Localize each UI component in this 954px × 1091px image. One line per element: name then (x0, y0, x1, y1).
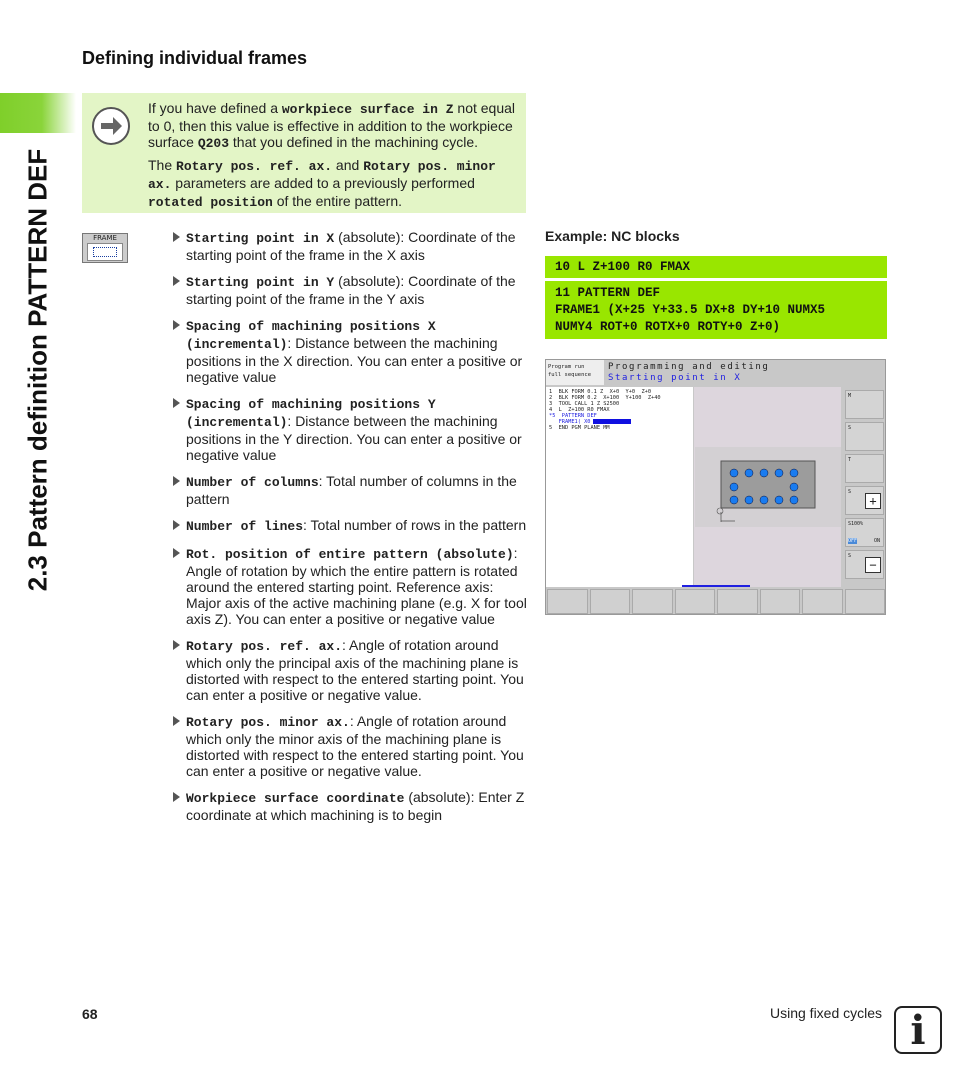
pattern-graphic (694, 387, 841, 587)
section-color-bar (0, 93, 76, 133)
pattern-hole (745, 496, 753, 504)
example-title: Example: NC blocks (545, 228, 680, 244)
nc-line: NUMY4 ROT+0 ROTX+0 ROTY+0 Z+0) (555, 320, 781, 334)
parameter-name: Starting point in X (186, 231, 335, 246)
program-line: 5 END PGM PLANE MM (549, 425, 610, 431)
parameter-name: Spacing of machining positions Y (incremental) (186, 397, 436, 430)
text: parameters are added to a previously performed (171, 175, 475, 191)
text: of the entire pattern. (272, 193, 403, 209)
frame-softkey-icon (82, 233, 128, 263)
bullet-triangle-icon (173, 476, 180, 486)
screen-title (608, 362, 769, 384)
bullet-triangle-icon (173, 548, 180, 558)
text: : Distance between the machining positions in the Y direction. You can enter a positive or negative value (186, 413, 522, 463)
arrow-right-icon (92, 107, 130, 145)
parameter-name: Spacing of machining positions X (incremental) (186, 319, 436, 352)
parameter-name: workpiece surface in Z (281, 102, 454, 117)
pattern-hole (775, 496, 783, 504)
softkey[interactable] (845, 589, 886, 614)
program-line: 1 BLK FORM 0.1 Z X+0 Y+0 Z+0 (549, 389, 652, 395)
tnc-screen (545, 359, 886, 615)
parameter-item (172, 789, 532, 823)
text: not equal to 0, then this value is effective in addition to the workpiece surface (148, 100, 516, 150)
pattern-hole (790, 496, 798, 504)
text: If you have defined a (148, 100, 282, 116)
parameter-item (172, 713, 532, 779)
text: (absolute): Enter Z coordinate at which machining is to begin (186, 789, 525, 823)
parameter-name: Rot. position of entire pattern (absolute) (186, 547, 514, 562)
pattern-hole (730, 483, 738, 491)
softkey-label: T (848, 457, 852, 463)
parameter-item (172, 473, 532, 507)
side-softkey[interactable] (845, 550, 884, 579)
softkey-label: S (848, 489, 852, 495)
parameter-name: rotated position (148, 195, 273, 210)
parameter-name: Rotary pos. ref. ax. (176, 159, 333, 174)
page-number: 68 (82, 1006, 98, 1022)
pattern-hole (730, 496, 738, 504)
info-icon: i (894, 1006, 942, 1054)
graphic-window (694, 387, 841, 587)
softkey-row-indicator (682, 585, 750, 587)
text: that you defined in the machining cycle. (229, 134, 479, 150)
parameter-item (172, 317, 532, 385)
screen-subtitle: Starting point in X (608, 373, 742, 383)
text: : Total number of rows in the pattern (303, 517, 527, 533)
bullet-triangle-icon (173, 716, 180, 726)
text: and (332, 157, 364, 173)
text: : Angle of rotation around which only the minor axis of the machining plane is distorted with respect to the entered starting point. You can enter a positive or negative value. (186, 713, 524, 779)
side-softkey[interactable] (845, 518, 884, 547)
nc-line: FRAME1 (X+25 Y+33.5 DX+8 DY+10 NUMX5 (555, 303, 826, 317)
pattern-hole (790, 469, 798, 477)
bullet-triangle-icon (173, 398, 180, 408)
note-paragraph-2 (148, 157, 518, 211)
parameter-name: Number of columns (186, 475, 319, 490)
nc-line: 11 PATTERN DEF (555, 286, 661, 300)
softkey-label: S100% (848, 521, 864, 527)
note-paragraph-1 (148, 100, 518, 152)
program-line: 2 BLK FORM 0.2 X+100 Y+100 Z+40 (549, 395, 661, 401)
softkey[interactable] (632, 589, 673, 614)
parameter-name: Number of lines (186, 519, 304, 534)
softkey[interactable] (802, 589, 843, 614)
parameter-name: Rotary pos. minor ax. (186, 715, 350, 730)
side-softkey[interactable] (845, 486, 884, 515)
bullet-triangle-icon (173, 792, 180, 802)
pattern-hole (730, 469, 738, 477)
program-line: 3 TOOL CALL 1 Z S2500 (549, 401, 620, 407)
text: The (148, 157, 177, 173)
parameter-name: Rotary pos. minor ax. (148, 159, 496, 192)
mode-box (546, 360, 604, 385)
text: : Angle of rotation by which the entire pattern is rotated around the entered starting point. Reference axis: Major axis of the active machining plane (e.g. X for tool axis Z). You can enter a positive or negative value (186, 545, 527, 627)
text: : Angle of rotation around which only the principal axis of the machining plane is distorted with respect to the entered starting point. You can enter a positive or negative value. (186, 637, 524, 703)
parameter-list (172, 229, 532, 833)
page-heading: Defining individual frames (82, 48, 308, 68)
pattern-hole (790, 483, 798, 491)
horizontal-softkeys (546, 588, 886, 615)
side-softkey[interactable] (845, 454, 884, 483)
softkey[interactable] (590, 589, 631, 614)
nc-block-10: 10 L Z+100 R0 FMAX (545, 256, 887, 278)
pattern-hole (745, 469, 753, 477)
parameter-item (172, 545, 532, 627)
softkey[interactable] (760, 589, 801, 614)
text: (absolute): Coordinate of the starting point of the frame in the Y axis (186, 273, 516, 307)
vertical-softkeys (843, 387, 886, 587)
parameter-item (172, 637, 532, 703)
program-line: *5 PATTERN DEF (549, 413, 597, 419)
bullet-triangle-icon (173, 232, 180, 242)
off-label: OFF (848, 538, 858, 544)
plus-icon: + (865, 493, 881, 509)
bullet-triangle-icon (173, 640, 180, 650)
mode-line: Program run (548, 364, 585, 370)
frame-icon-label: FRAME (93, 234, 117, 242)
bullet-triangle-icon (173, 276, 180, 286)
parameter-name: Q203 (197, 136, 230, 151)
softkey[interactable] (547, 589, 588, 614)
pattern-hole (760, 496, 768, 504)
minus-icon: − (865, 557, 881, 573)
parameter-name: Workpiece surface coordinate (186, 791, 405, 806)
text: : Total number of columns in the pattern (186, 473, 517, 507)
footer-section: Using fixed cycles (770, 1005, 883, 1021)
text: (absolute): Coordinate of the starting point of the frame in the X axis (186, 229, 516, 263)
note-box (82, 93, 526, 213)
program-line: 4 L Z+100 R0 FMAX (549, 407, 610, 413)
parameter-item (172, 517, 532, 535)
on-label: ON (873, 538, 880, 544)
softkey[interactable] (675, 589, 716, 614)
bullet-triangle-icon (173, 520, 180, 530)
pattern-hole (775, 469, 783, 477)
parameter-name: Starting point in Y (186, 275, 335, 290)
mode-line: full sequence (548, 372, 592, 378)
text: : Distance between the machining positions in the X direction. You can enter a positive or negative value (186, 335, 523, 385)
parameter-item (172, 229, 532, 263)
softkey[interactable] (717, 589, 758, 614)
side-softkey[interactable] (845, 390, 884, 419)
pattern-hole (760, 469, 768, 477)
softkey-label: M (848, 393, 852, 399)
nc-block-11 (545, 281, 887, 339)
section-title: 2.3 Pattern definition PATTERN DEF (22, 148, 53, 592)
parameter-item (172, 395, 532, 463)
program-listing (546, 387, 693, 587)
program-line: FRAME1( X0 (549, 419, 690, 425)
parameter-item (172, 273, 532, 307)
parameter-name: Rotary pos. ref. ax. (186, 639, 343, 654)
softkey-label: S (848, 425, 852, 431)
side-softkey[interactable] (845, 422, 884, 451)
bullet-triangle-icon (173, 320, 180, 330)
softkey-label: S (848, 553, 852, 559)
screen-title-text: Programming and editing (608, 362, 770, 372)
